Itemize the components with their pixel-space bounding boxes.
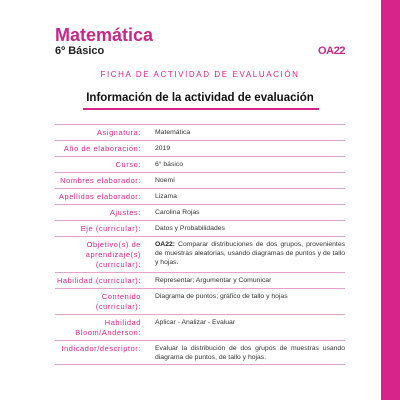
row-value: Datos y Probabilidades <box>155 221 345 237</box>
table-row <box>55 221 345 237</box>
row-label: Habilidad (curricular): <box>55 273 155 289</box>
table-row <box>55 173 345 189</box>
section-heading: Información de la actividad de evaluación <box>86 92 314 104</box>
row-value: Evaluar la distribución de dos grupos de muestras usando diagrama de puntos, de tallo y hojas. <box>155 341 345 365</box>
table-row <box>55 189 345 205</box>
objective-code-label: OA22: <box>155 241 176 248</box>
row-label: Indicador/descriptor: <box>55 341 155 365</box>
table-row <box>55 341 345 365</box>
row-label: Curso: <box>55 157 155 173</box>
row-value: Matemática <box>155 125 345 141</box>
row-label: Ajustes: <box>55 205 155 221</box>
row-label: Eje (curricular): <box>55 221 155 237</box>
right-accent-bar <box>381 0 400 400</box>
row-value: Representar; Argumentar y Comunicar <box>155 273 345 289</box>
table-row <box>55 273 345 289</box>
row-label: Nombres elaborador: <box>55 173 155 189</box>
section-heading-underline <box>83 108 319 110</box>
table-row <box>55 125 345 141</box>
row-label: Asignatura: <box>55 125 155 141</box>
row-value: Carolina Rojas <box>155 205 345 221</box>
row-label: Habilidad Bloom/Anderson: <box>55 315 155 341</box>
table-row <box>55 237 345 273</box>
objective-text: Comparar distribuciones de dos grupos, provenientes de muestras aleatorias, usando diagramas de puntos y de tallo y hojas. <box>155 241 345 266</box>
subject-title: Matemática <box>55 25 154 45</box>
row-value: Aplicar - Analizar - Evaluar <box>155 315 345 341</box>
row-value: Diagrama de puntos; gráfico de tallo y hojas <box>155 289 345 315</box>
row-label: Apellidos elaborador: <box>55 189 155 205</box>
row-value: 2019 <box>155 141 345 157</box>
row-value <box>155 237 345 273</box>
table-row <box>55 315 345 341</box>
info-table <box>55 124 345 365</box>
row-label: Objetivo(s) de aprendizaje(s) (curricular): <box>55 237 155 273</box>
row-label: Contenido (curricular): <box>55 289 155 315</box>
grade-label: 6º Básico <box>55 45 105 57</box>
table-row <box>55 157 345 173</box>
objective-code: OA22 <box>318 45 346 57</box>
document-type: FICHA DE ACTIVIDAD DE EVALUACIÓN <box>100 70 300 79</box>
row-value: 6° básico <box>155 157 345 173</box>
table-row <box>55 289 345 315</box>
row-value: Noemí <box>155 173 345 189</box>
table-row <box>55 141 345 157</box>
table-row <box>55 205 345 221</box>
row-value: Lizama <box>155 189 345 205</box>
row-label: Año de elaboración: <box>55 141 155 157</box>
